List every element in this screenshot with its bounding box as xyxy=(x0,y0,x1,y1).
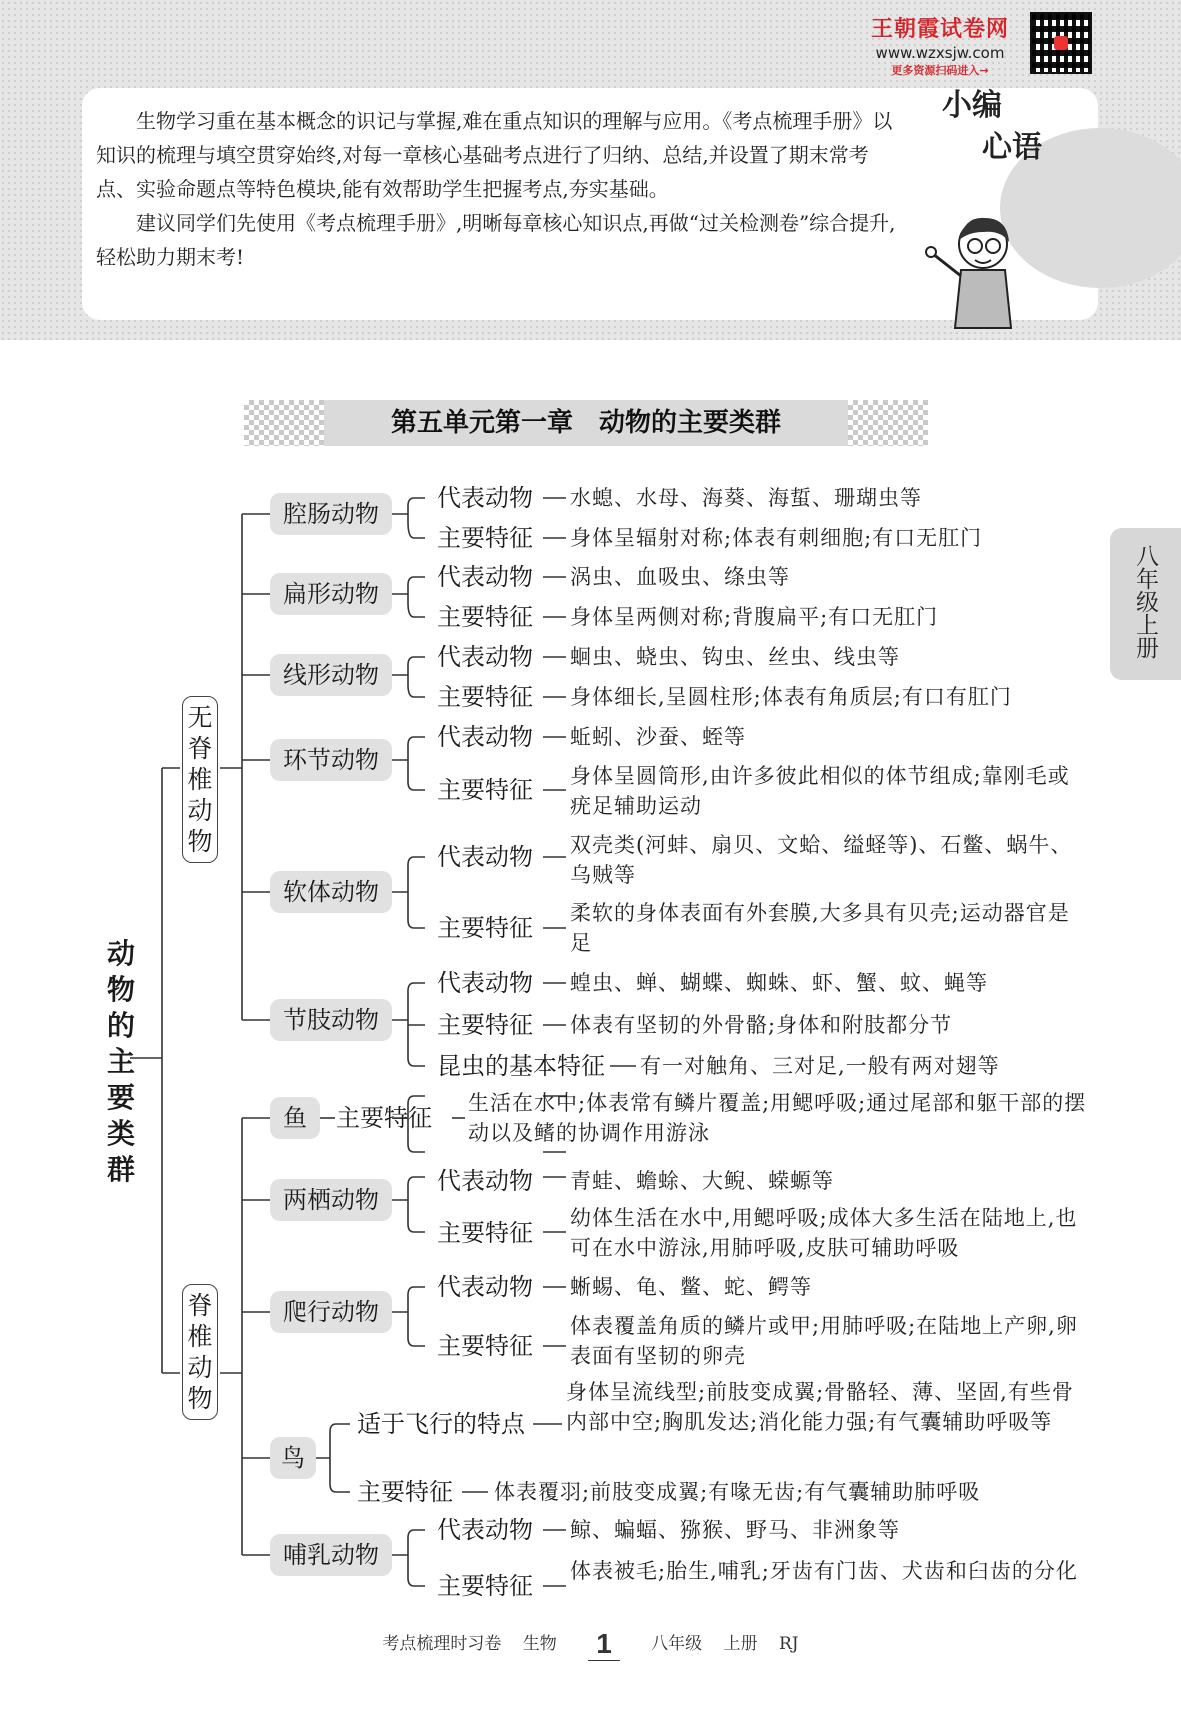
coelenterate-rep: 水螅、水母、海葵、海蜇、珊瑚虫等 xyxy=(570,486,922,510)
rep-label: 代表动物 xyxy=(437,1167,533,1195)
mollusc-rep: 双壳类(河蚌、扇贝、文蛤、缢蛏等)、石鳖、蜗牛、乌贼等 xyxy=(570,833,1073,887)
insect-label: 昆虫的基本特征 xyxy=(437,1052,605,1080)
bird-feat: 体表覆羽;前肢变成翼;有喙无齿;有气囊辅助肺呼吸 xyxy=(494,1480,981,1504)
intro-paragraph-1: 生物学习重在基本概念的识记与掌握,难在重点知识的理解与应用。《考点梳理手册》以知识的梳理与填空贯穿始终,对每一章核心基础考点进行了归纳、总结,并设置了期末常考点、实验命题点等特色模块,能有效帮助学生把握考点,夯实基础。 xyxy=(96,109,893,201)
rep-label: 代表动物 xyxy=(437,484,533,512)
reptile-feat: 体表覆盖角质的鳞片或甲;用肺呼吸;在陆地上产卵,卵表面有坚韧的卵壳 xyxy=(570,1314,1078,1368)
rep-label: 代表动物 xyxy=(437,1273,533,1301)
brand-url[interactable]: www.wzxsjw.com xyxy=(875,44,1005,62)
rep-label: 代表动物 xyxy=(437,723,533,751)
rep-label: 代表动物 xyxy=(437,969,533,997)
group-reptile: 爬行动物 xyxy=(270,1291,392,1333)
reptile-rep: 蜥蜴、龟、鳖、蛇、鳄等 xyxy=(570,1275,812,1299)
footer-subject: 生物 xyxy=(522,1634,557,1654)
root-node: 动物的主要类群 xyxy=(106,937,135,1186)
rep-label: 代表动物 xyxy=(437,643,533,671)
amphibian-feat: 幼体生活在水中,用鳃呼吸;成体大多生活在陆地上,也可在水中游泳,用肺呼吸,皮肤可辅助呼吸 xyxy=(570,1206,1078,1260)
invertebrates-node: 无脊椎动物 xyxy=(182,696,218,863)
feat-label: 主要特征 xyxy=(437,1332,533,1360)
chapter-title: 第五单元第一章 动物的主要类群 xyxy=(324,400,848,446)
annelid-feat: 身体呈圆筒形,由许多彼此相似的体节组成;靠刚毛或疣足辅助运动 xyxy=(570,764,1070,818)
grade-side-tab-label: 八年级上册 xyxy=(1132,544,1158,659)
feat-label: 主要特征 xyxy=(437,776,533,804)
page-footer xyxy=(0,1628,1181,1661)
flatworm-feat: 身体呈两侧对称;背腹扁平;有口无肛门 xyxy=(570,605,939,629)
group-roundworm: 线形动物 xyxy=(270,654,392,696)
annelid-rep: 蚯蚓、沙蚕、蛭等 xyxy=(570,725,746,749)
group-bird: 鸟 xyxy=(270,1437,316,1479)
group-flatworm: 扁形动物 xyxy=(270,573,392,615)
rep-label: 代表动物 xyxy=(437,1516,533,1544)
vertebrates-node: 脊椎动物 xyxy=(182,1284,218,1420)
arthropod-rep: 蝗虫、蝉、蝴蝶、蜘蛛、虾、蟹、蚊、蝇等 xyxy=(570,971,988,995)
footer-grade: 八年级 xyxy=(651,1634,703,1654)
coelenterate-feat: 身体呈辐射对称;体表有刺细胞;有口无肛门 xyxy=(570,526,983,550)
roundworm-rep: 蛔虫、蛲虫、钩虫、丝虫、线虫等 xyxy=(570,645,900,669)
brand-subtitle: 更多资源扫码进入→ xyxy=(891,64,989,77)
group-amphibian: 两栖动物 xyxy=(270,1179,392,1221)
rep-label: 代表动物 xyxy=(437,843,533,871)
bird-flight: 身体呈流线型;前肢变成翼;骨骼轻、薄、坚固,有些骨内部中空;胸肌发达;消化能力强;有气囊辅助呼吸等 xyxy=(566,1380,1074,1434)
group-coelenterate: 腔肠动物 xyxy=(270,493,392,535)
group-annelid: 环节动物 xyxy=(270,739,392,781)
feat-label: 主要特征 xyxy=(437,524,533,552)
flight-label: 适于飞行的特点 xyxy=(357,1410,525,1438)
flatworm-rep: 涡虫、血吸虫、绦虫等 xyxy=(570,565,790,589)
editor-tag-line1: 小编 xyxy=(942,88,1002,123)
intro-paragraph-2: 建议同学们先使用《考点梳理手册》,明晰每章核心知识点,再做“过关检测卷”综合提升,轻松助力期末考! xyxy=(96,211,896,269)
feat-label: 主要特征 xyxy=(437,1011,533,1039)
group-mollusc: 软体动物 xyxy=(270,871,392,913)
mammal-rep: 鲸、蝙蝠、猕猴、野马、非洲象等 xyxy=(570,1518,900,1542)
feat-label: 主要特征 xyxy=(437,914,533,942)
feat-label: 主要特征 xyxy=(357,1478,453,1506)
arthropod-feat: 体表有坚韧的外骨骼;身体和附肢都分节 xyxy=(570,1013,953,1037)
mammal-feat: 体表被毛;胎生,哺乳;牙齿有门齿、犬齿和臼齿的分化 xyxy=(570,1559,1078,1583)
brand-title: 王朝霞试卷网 xyxy=(870,17,1009,42)
group-fish: 鱼 xyxy=(270,1097,320,1139)
mollusc-feat: 柔软的身体表面有外套膜,大多具有贝壳;运动器官是足 xyxy=(570,901,1070,955)
group-mammal: 哺乳动物 xyxy=(270,1534,392,1576)
feat-label: 主要特征 xyxy=(437,683,533,711)
feat-label: 主要特征 xyxy=(336,1104,432,1132)
roundworm-feat: 身体细长,呈圆柱形;体表有角质层;有口有肛门 xyxy=(570,685,1012,709)
footer-volume: 上册 xyxy=(723,1634,758,1654)
page-number: 1 xyxy=(588,1628,620,1661)
amphibian-rep: 青蛙、蟾蜍、大鲵、蝾螈等 xyxy=(570,1169,834,1193)
insect-feat: 有一对触角、三对足,一般有两对翅等 xyxy=(640,1054,1000,1078)
feat-label: 主要特征 xyxy=(437,1572,533,1600)
feat-label: 主要特征 xyxy=(437,603,533,631)
fish-feat: 生活在水中;体表常有鳞片覆盖;用鳃呼吸;通过尾部和躯干部的摆动以及鳍的协调作用游泳 xyxy=(468,1091,1087,1145)
footer-edition: RJ xyxy=(778,1634,799,1654)
group-arthropod: 节肢动物 xyxy=(270,999,392,1041)
footer-book: 考点梳理时习卷 xyxy=(382,1634,502,1654)
feat-label: 主要特征 xyxy=(437,1219,533,1247)
editor-tag-line2: 心语 xyxy=(982,130,1042,165)
rep-label: 代表动物 xyxy=(437,563,533,591)
